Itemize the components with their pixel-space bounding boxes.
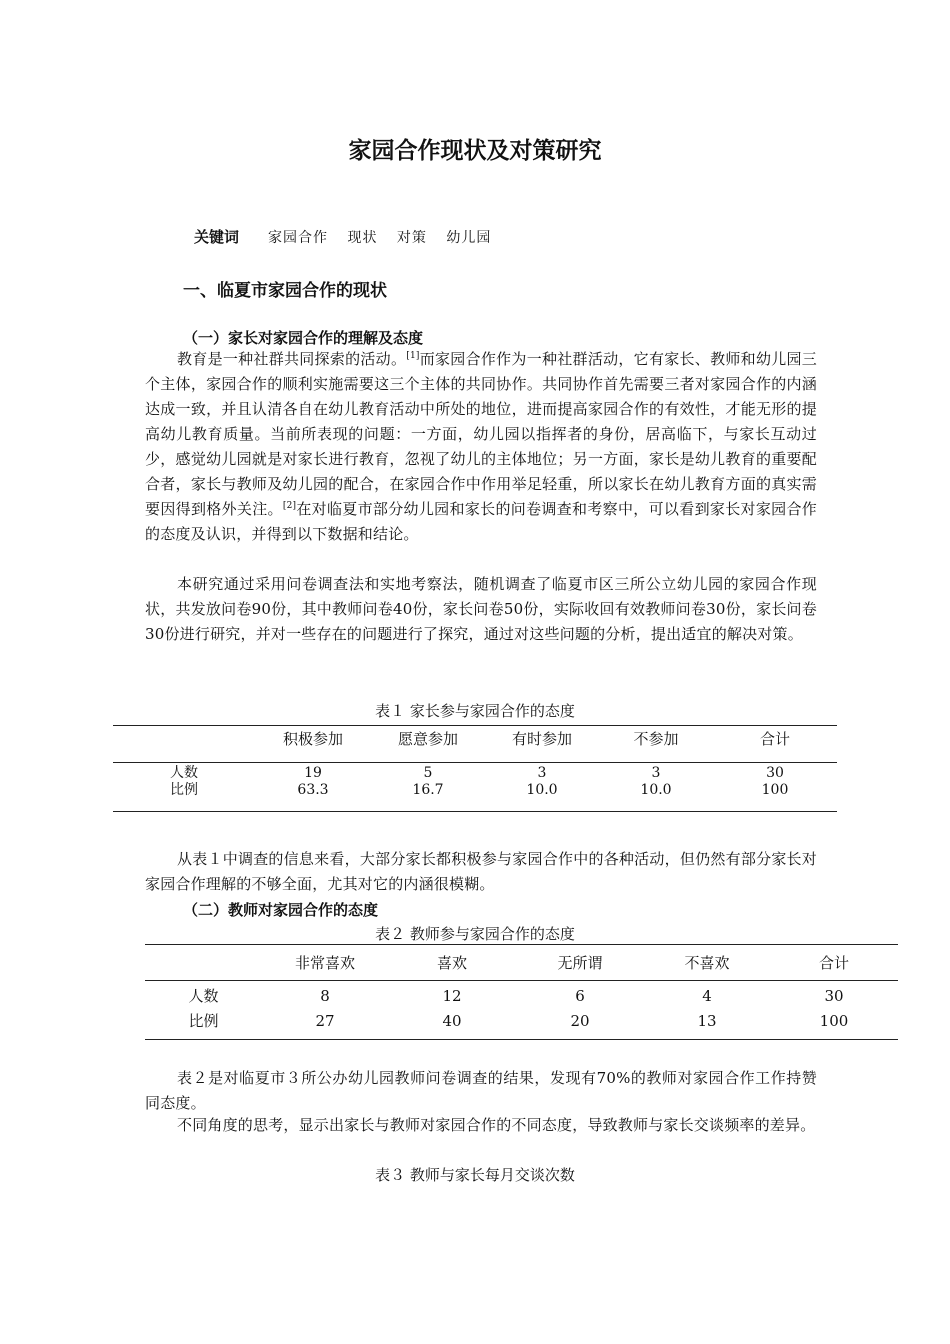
table-cell: 100	[761, 782, 789, 798]
table-cell: 10.0	[526, 782, 558, 798]
paragraph: 不同角度的思考，显示出家长与教师对家园合作的不同态度，导致教师与家长交谈频率的差异。	[177, 1116, 816, 1134]
table-header-cell: 非常喜欢	[262, 945, 388, 981]
paragraph: 表２是对临夏市３所公办幼儿园教师问卷调查的结果，发现有70%的教师对家园合作工作持赞同态度。	[145, 1069, 817, 1112]
paragraph: 从表１中调查的信息来看，大部分家长都积极参与家园合作中的各种活动，但仍然有部分家长对家园合作理解的不够全面，尤其对它的内涵很模糊。	[145, 850, 817, 893]
table-header-cell: 不参加	[599, 726, 713, 763]
table-header-cell: 不喜欢	[644, 945, 770, 981]
table-caption: 表３ 教师与家长每月交谈次数	[375, 1166, 575, 1184]
table-cell: 40	[442, 1011, 462, 1030]
page-title: 家园合作现状及对策研究	[348, 138, 602, 164]
keywords-label: 关键词	[194, 228, 240, 246]
table-cell: 5	[423, 765, 433, 781]
table-cell: 10.0	[640, 782, 672, 798]
subsection-heading: （二）教师对家园合作的态度	[183, 901, 379, 919]
table-header-cell: 无所谓	[516, 945, 644, 981]
citation-ref: [2]	[282, 501, 297, 511]
table-header-row	[113, 726, 837, 763]
table-caption: 表１ 家长参与家园合作的态度	[375, 702, 575, 720]
table-header-cell: 积极参加	[255, 726, 371, 763]
table-header-cell: 愿意参加	[371, 726, 485, 763]
table-row	[113, 763, 837, 783]
table-cell: 30	[766, 765, 784, 781]
table-header-row	[145, 945, 898, 981]
table-cell: 3	[651, 765, 661, 781]
table-cell: 100	[819, 1011, 849, 1030]
table-cell: 4	[702, 986, 712, 1005]
keyword: 家园合作	[268, 230, 328, 246]
keyword: 对策	[396, 230, 427, 246]
keyword: 幼儿园	[446, 230, 492, 246]
table-teacher-attitude	[145, 944, 898, 1040]
table-header-cell: 合计	[770, 945, 898, 981]
paragraph: 教育是一种社群共同探索的活动。[1]而家园合作作为一种社群活动，它有家长、教师和幼儿园三个主体，家园合作的顺利实施需要这三个主体的共同协作。共同协作首先需要三者对家园合作的内涵达成一致，并且认清各自在幼儿教育活动中所处的地位，进而提高家园合作的有效性，才能无形的提高幼儿教育质量。当前所表现的问题：一方面，幼儿园以指挥者的身份，居高临下，与家长互动过少，感觉幼儿园就是对家长进行教育，忽视了幼儿的主体地位；另一方面，家长是幼儿教育的重要配合者，家长与教师及幼儿园的配合，在家园合作中作用举足轻重，所以家长在幼儿教育方面的真实需要因得到格外关注。[2]在对临夏市部分幼儿园和家长的问卷调查和考察中，可以看到家长对家园合作的态度及认识，并得到以下数据和结论。	[145, 350, 817, 543]
paragraph: 本研究通过采用问卷调查法和实地考察法，随机调查了临夏市区三所公立幼儿园的家园合作现状，共发放问卷90份，其中教师问卷40份，家长问卷50份，实际收回有效教师问卷30份，家长问卷30份进行研究，并对一些存在的问题进行了探究，通过对这些问题的分析，提出适宜的解决对策。	[145, 575, 817, 643]
table-cell: 比例	[170, 782, 198, 798]
table-cell: 人数	[170, 765, 198, 781]
keywords-list	[268, 227, 491, 247]
table-header-cell: 有时参加	[485, 726, 599, 763]
table-row	[145, 1008, 898, 1040]
subsection-heading: （一）家长对家园合作的理解及态度	[183, 329, 424, 347]
table-cell: 比例	[188, 1012, 219, 1030]
table-caption: 表２ 教师参与家园合作的态度	[375, 925, 575, 943]
table-cell: 27	[315, 1011, 335, 1030]
table-header-cell: 合计	[713, 726, 837, 763]
table-header-cell	[145, 945, 262, 981]
section-heading: 一、临夏市家园合作的现状	[183, 281, 387, 301]
keyword: 现状	[347, 230, 378, 246]
table-cell: 19	[304, 765, 322, 781]
table-cell: 63.3	[297, 782, 329, 798]
table-row	[145, 981, 898, 1009]
table-cell: 16.7	[412, 782, 444, 798]
table-cell: 12	[442, 986, 462, 1005]
table-cell: 13	[697, 1011, 717, 1030]
table-cell: 人数	[188, 987, 219, 1005]
citation-ref: [1]	[406, 351, 420, 361]
table-header-cell: 喜欢	[388, 945, 516, 981]
table-cell: 8	[320, 986, 330, 1005]
table-row	[113, 782, 837, 812]
table-parent-attitude	[113, 725, 837, 812]
table-cell: 3	[537, 765, 547, 781]
table-cell: 6	[575, 986, 585, 1005]
table-cell: 30	[824, 986, 844, 1005]
table-header-cell	[113, 726, 255, 763]
table-cell: 20	[570, 1011, 590, 1030]
